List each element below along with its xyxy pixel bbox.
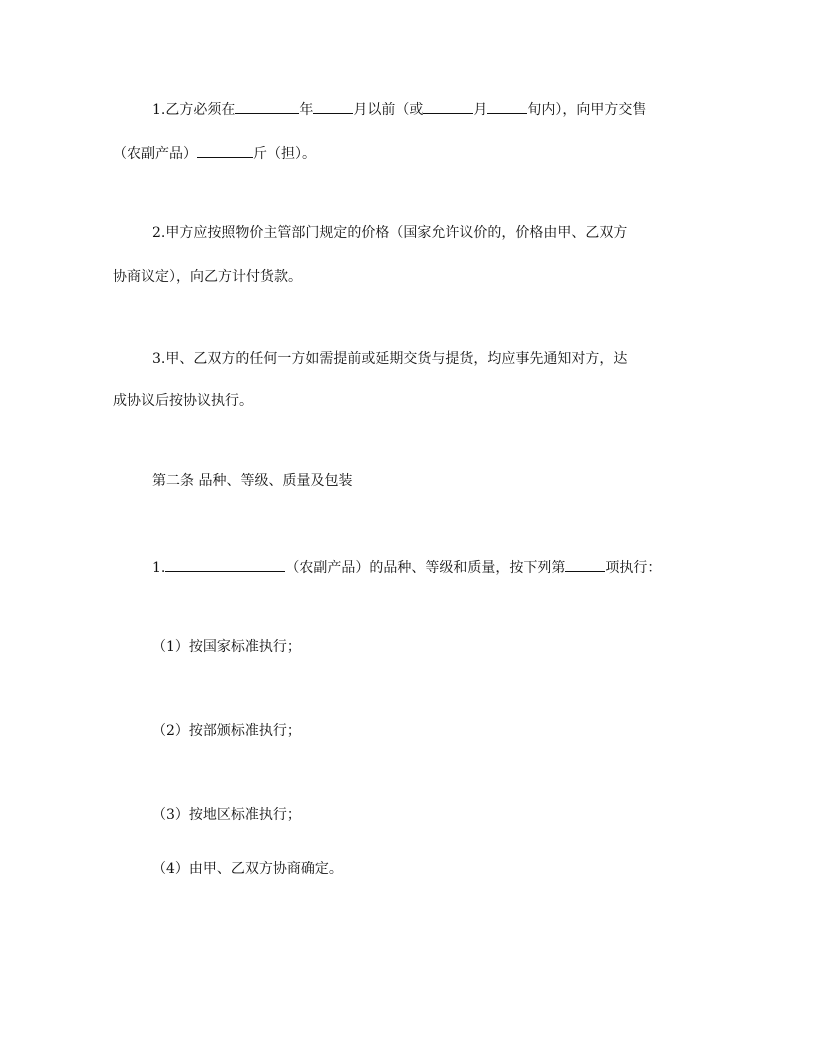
xun-within-label: 旬内），向甲方交售 — [527, 102, 647, 118]
clause-3-line-2: 成协议后按协议执行。 — [113, 393, 253, 409]
item-1-middle: （农副产品）的品种、等级和质量，按下列第 — [285, 560, 566, 576]
clause-2-line-1: 2.甲方应按照物价主管部门规定的价格（国家允许议价的，价格由甲、乙双方 — [152, 225, 628, 241]
article-2-item-1 — [152, 556, 661, 577]
clause-1-prefix: 1.乙方必须在 — [152, 102, 236, 118]
item-1-suffix: 项执行： — [605, 560, 662, 576]
option-number-blank[interactable] — [565, 556, 605, 572]
alt-month-blank[interactable] — [423, 98, 473, 114]
product-label: （农副产品） — [113, 146, 197, 162]
option-mutual-agreement: （4）由甲、乙双方协商确定。 — [152, 861, 343, 877]
month-before-label: 月以前（或 — [353, 102, 424, 118]
month-blank[interactable] — [313, 98, 353, 114]
alt-month-label: 月 — [473, 102, 488, 118]
clause-1-line-2 — [113, 142, 316, 163]
quantity-blank[interactable] — [197, 142, 253, 158]
year-label: 年 — [299, 102, 314, 118]
clause-1-line-1 — [152, 98, 646, 119]
option-ministry-standard: （2）按部颁标准执行； — [152, 723, 301, 739]
option-regional-standard: （3）按地区标准执行； — [152, 807, 301, 823]
article-2-heading: 第二条 品种、等级、质量及包装 — [152, 473, 353, 489]
quantity-unit-label: 斤（担）。 — [253, 146, 316, 162]
xun-blank[interactable] — [487, 98, 527, 114]
year-blank[interactable] — [235, 98, 299, 114]
product-name-blank[interactable] — [165, 556, 285, 572]
item-1-prefix: 1. — [152, 560, 166, 576]
option-national-standard: （1）按国家标准执行； — [152, 639, 301, 655]
clause-3-line-1: 3.甲、乙双方的任何一方如需提前或延期交货与提货，均应事先通知对方，达 — [152, 351, 628, 367]
clause-2-line-2: 协商议定），向乙方计付货款。 — [113, 269, 302, 285]
